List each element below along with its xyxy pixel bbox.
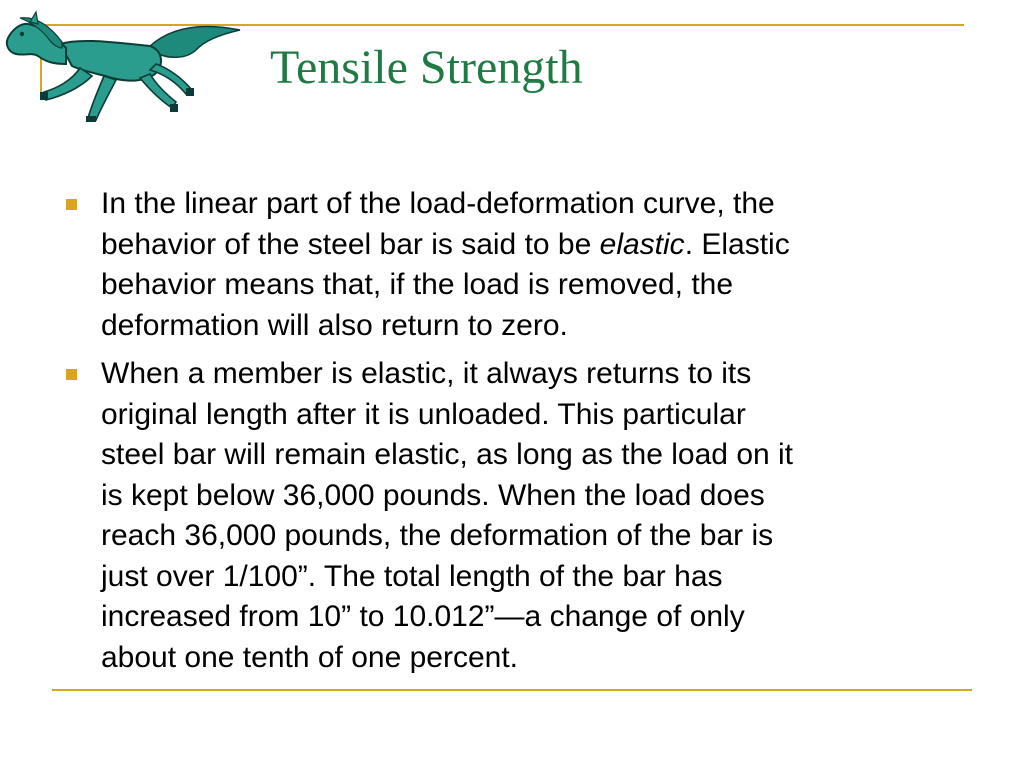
mustang-logo bbox=[0, 8, 250, 132]
bullet-list bbox=[60, 184, 970, 686]
bullet-item bbox=[60, 184, 970, 346]
bullet-line: is kept below 36,000 pounds. When the load does bbox=[101, 478, 765, 512]
slide-title: Tensile Strength bbox=[270, 41, 583, 94]
bullet-text: . Elastic bbox=[684, 227, 790, 261]
emphasis-elastic: elastic bbox=[599, 227, 685, 261]
bullet-line: about one tenth of one percent. bbox=[101, 640, 518, 674]
bullet-line: behavior means that, if the load is removed, the bbox=[101, 268, 734, 301]
square-bullet-icon bbox=[66, 369, 77, 380]
bottom-accent-rule bbox=[52, 689, 972, 691]
bullet-line: steel bar will remain elastic, as long as the load on it bbox=[101, 438, 794, 471]
bullet-item bbox=[60, 354, 970, 678]
square-bullet-icon bbox=[66, 199, 77, 210]
bullet-line: deformation will also return to zero. bbox=[101, 308, 568, 342]
bullet-text: behavior of the steel bar is said to be bbox=[101, 227, 600, 261]
bullet-line: original length after it is unloaded. This particular bbox=[101, 397, 746, 431]
bullet-line: When a member is elastic, it always returns to its bbox=[101, 357, 752, 390]
bullet-line: reach 36,000 pounds, the deformation of the bar is bbox=[101, 519, 774, 552]
bullet-line: increased from 10” to 10.012”—a change of only bbox=[101, 600, 745, 633]
bullet-line: In the linear part of the load-deformation curve, the bbox=[101, 187, 775, 220]
bullet-line: just over 1/100”. The total length of the bar has bbox=[101, 559, 723, 593]
bullet-line bbox=[101, 225, 970, 266]
